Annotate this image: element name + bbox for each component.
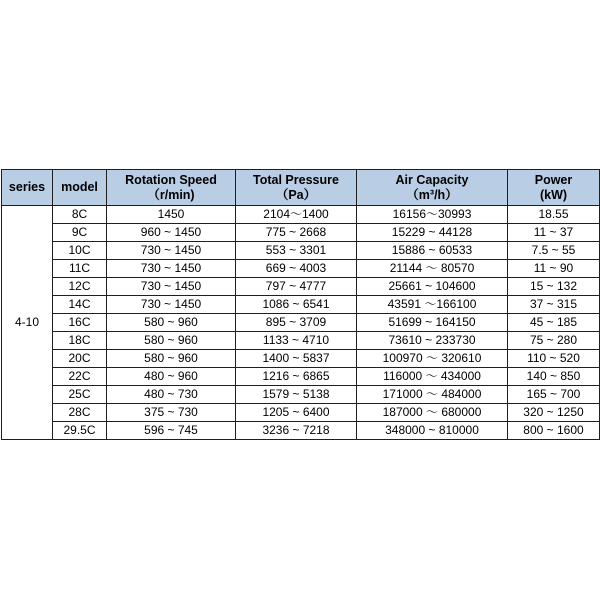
pressure-cell: 775 ~ 2668 (236, 224, 357, 242)
air-cell: 100970 ～ 320610 (357, 350, 508, 368)
fan-spec-table (1, 169, 600, 440)
power-cell: 45 ~ 185 (508, 314, 600, 332)
header-model-label: model (61, 180, 98, 194)
model-cell: 18C (53, 332, 107, 350)
header-row (2, 170, 600, 206)
speed-cell: 596 ~ 745 (107, 422, 236, 440)
speed-cell: 375 ~ 730 (107, 404, 236, 422)
power-cell: 165 ~ 700 (508, 386, 600, 404)
power-cell: 320 ~ 1250 (508, 404, 600, 422)
power-cell: 110 ~ 520 (508, 350, 600, 368)
pressure-cell: 3236 ~ 7218 (236, 422, 357, 440)
spec-table-wrapper (1, 169, 599, 440)
power-cell: 75 ~ 280 (508, 332, 600, 350)
pressure-cell: 797 ~ 4777 (236, 278, 357, 296)
header-power (508, 170, 600, 206)
power-cell: 140 ~ 850 (508, 368, 600, 386)
air-cell: 348000 ~ 810000 (357, 422, 508, 440)
model-cell: 16C (53, 314, 107, 332)
pressure-cell: 1205 ~ 6400 (236, 404, 357, 422)
model-cell: 12C (53, 278, 107, 296)
air-cell: 15886 ~ 60533 (357, 242, 508, 260)
air-cell: 51699 ~ 164150 (357, 314, 508, 332)
speed-cell: 480 ~ 730 (107, 386, 236, 404)
header-series (2, 170, 53, 206)
table-row (2, 350, 600, 368)
table-row (2, 206, 600, 224)
speed-cell: 730 ~ 1450 (107, 296, 236, 314)
model-cell: 10C (53, 242, 107, 260)
table-row (2, 332, 600, 350)
speed-cell: 960 ~ 1450 (107, 224, 236, 242)
speed-cell: 580 ~ 960 (107, 314, 236, 332)
speed-cell: 580 ~ 960 (107, 350, 236, 368)
header-total-pressure (236, 170, 357, 206)
pressure-cell: 2104～1400 (236, 206, 357, 224)
pressure-cell: 1400 ~ 5837 (236, 350, 357, 368)
table-row (2, 224, 600, 242)
header-speed-line1: Rotation Speed (125, 172, 217, 187)
speed-cell: 580 ~ 960 (107, 332, 236, 350)
model-cell: 8C (53, 206, 107, 224)
header-pressure-line1: Total Pressure (253, 172, 339, 187)
series-cell: 4-10 (2, 206, 53, 440)
header-series-label: series (8, 180, 46, 194)
air-cell: 43591 ～166100 (357, 296, 508, 314)
pressure-cell: 1579 ~ 5138 (236, 386, 357, 404)
pressure-cell: 553 ~ 3301 (236, 242, 357, 260)
air-cell: 21144 ～ 80570 (357, 260, 508, 278)
header-speed-line2: （r/min) (147, 187, 195, 202)
table-row (2, 386, 600, 404)
header-air-line1: Air Capacity (395, 172, 469, 187)
power-cell: 11 ~ 90 (508, 260, 600, 278)
model-cell: 20C (53, 350, 107, 368)
header-pressure-line2: （Pa） (275, 187, 317, 202)
model-cell: 11C (53, 260, 107, 278)
power-cell: 800 ~ 1600 (508, 422, 600, 440)
speed-cell: 480 ~ 960 (107, 368, 236, 386)
table-row (2, 422, 600, 440)
table-row (2, 404, 600, 422)
header-power-line1: Power (534, 172, 573, 187)
air-cell: 116000 ～ 434000 (357, 368, 508, 386)
air-cell: 15229 ~ 44128 (357, 224, 508, 242)
air-cell: 187000 ～ 680000 (357, 404, 508, 422)
pressure-cell: 669 ~ 4003 (236, 260, 357, 278)
table-row (2, 368, 600, 386)
model-cell: 28C (53, 404, 107, 422)
header-power-line2: (kW) (539, 187, 568, 202)
speed-cell: 730 ~ 1450 (107, 278, 236, 296)
pressure-cell: 1216 ~ 6865 (236, 368, 357, 386)
model-cell: 9C (53, 224, 107, 242)
pressure-cell: 895 ~ 3709 (236, 314, 357, 332)
power-cell: 11 ~ 37 (508, 224, 600, 242)
table-row (2, 278, 600, 296)
table-row (2, 260, 600, 278)
air-cell: 25661 ~ 104600 (357, 278, 508, 296)
power-cell: 7.5 ~ 55 (508, 242, 600, 260)
model-cell: 14C (53, 296, 107, 314)
header-air-line2: （m³/h） (406, 187, 458, 202)
header-model (53, 170, 107, 206)
speed-cell: 1450 (107, 206, 236, 224)
table-row (2, 296, 600, 314)
speed-cell: 730 ~ 1450 (107, 242, 236, 260)
speed-cell: 730 ~ 1450 (107, 260, 236, 278)
model-cell: 29.5C (53, 422, 107, 440)
pressure-cell: 1086 ~ 6541 (236, 296, 357, 314)
header-rotation-speed (107, 170, 236, 206)
table-row (2, 242, 600, 260)
table-row (2, 314, 600, 332)
power-cell: 18.55 (508, 206, 600, 224)
air-cell: 73610 ~ 233730 (357, 332, 508, 350)
air-cell: 171000 ～ 484000 (357, 386, 508, 404)
model-cell: 22C (53, 368, 107, 386)
model-cell: 25C (53, 386, 107, 404)
pressure-cell: 1133 ~ 4710 (236, 332, 357, 350)
air-cell: 16156～30993 (357, 206, 508, 224)
header-air-capacity (357, 170, 508, 206)
power-cell: 15 ~ 132 (508, 278, 600, 296)
power-cell: 37 ~ 315 (508, 296, 600, 314)
